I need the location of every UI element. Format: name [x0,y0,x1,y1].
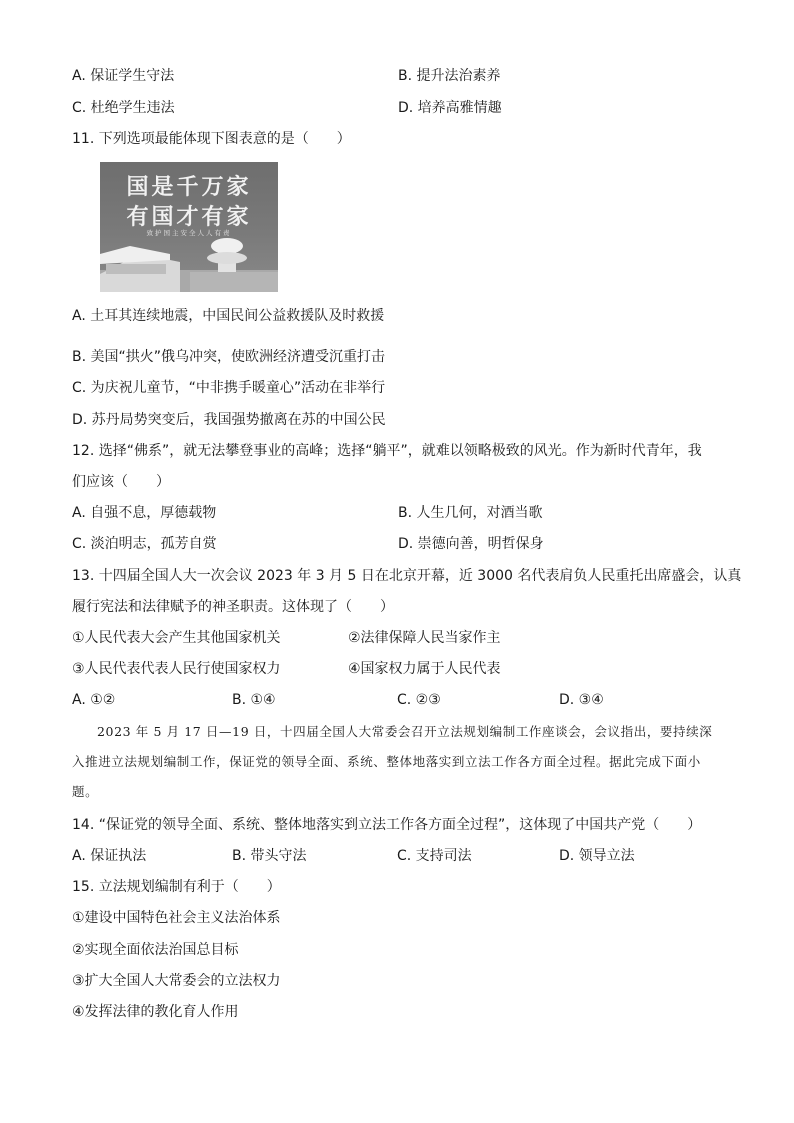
q15-statement-2: ②实现全面依法治国总目标 [72,942,239,958]
q13-option-b: B. ①④ [232,692,276,708]
q14-option-b: B. 带头守法 [232,848,307,864]
q12-option-a: A. 自强不息，厚德载物 [72,505,217,521]
q13-statement-3: ③人民代表代表人民行使国家权力 [72,661,281,677]
q11-option-b: B. 美国“拱火”俄乌冲突，使欧洲经济遭受沉重打击 [72,349,386,365]
poster-line-1: 国是千万家 [126,174,252,200]
q12-option-b: B. 人生几何，对酒当歌 [398,505,543,521]
q12-option-c: C. 淡泊明志，孤芳自赏 [72,536,217,552]
q13-option-c: C. ②③ [397,692,441,708]
q12-stem-line-1: 12. 选择“佛系”，就无法攀登事业的高峰；选择“躺平”，就难以领略极致的风光。作为新时代青年，我 [72,443,702,459]
q13-statement-2: ②法律保障人民当家作主 [348,630,501,646]
q13-statement-4: ④国家权力属于人民代表 [348,661,501,677]
q12-stem-line-2: 们应该（ ） [72,474,170,490]
q11-option-c: C. 为庆祝儿童节，“中非携手暖童心”活动在非举行 [72,380,386,396]
q14-option-d: D. 领导立法 [559,848,635,864]
q15-statement-4: ④发挥法律的教化育人作用 [72,1004,239,1020]
q10-option-d: D. 培养高雅情趣 [398,100,502,116]
q13-statement-1: ①人民代表大会产生其他国家机关 [72,630,281,646]
q13-stem-line-2: 履行宪法和法律赋予的神圣职责。这体现了（ ） [72,599,394,615]
poster-line-2: 有国才有家 [126,204,252,230]
q15-stem: 15. 立法规划编制有利于（ ） [72,879,281,895]
q13-option-a: A. ①② [72,692,116,708]
q11-stem: 11. 下列选项最能体现下图表意的是（ ） [72,131,351,147]
q15-statement-1: ①建设中国特色社会主义法治体系 [72,910,281,926]
q11-option-a: A. 土耳其连续地震，中国民间公益救援队及时救援 [72,308,385,324]
poster-line-3: 致护国主安全人人有责 [146,229,232,237]
q14-option-a: A. 保证执法 [72,848,147,864]
q11-option-d: D. 苏丹局势突变后，我国强势撤离在苏的中国公民 [72,412,386,428]
reading-material: 2023 年 5 月 17 日—19 日，十四届全国人大常委会召开立法规划编制工作座谈会，会议指出，要持续深入推进立法规划编制工作，保证党的领导全面、系统、整体地落实到立法工作各方面全过程。据此完成下面小题。 [72,724,713,799]
q14-stem: 14. “保证党的领导全面、系统、整体地落实到立法工作各方面全过程”，这体现了中国共产党（ ） [72,817,702,833]
q10-option-c: C. 杜绝学生违法 [72,100,175,116]
poster-building-illustration [100,162,278,292]
q10-option-b: B. 提升法治素养 [398,68,501,84]
q13-option-d: D. ③④ [559,692,604,708]
q13-stem-line-1: 13. 十四届全国人大一次会议 2023 年 3 月 5 日在北京开幕，近 3000 名代表肩负人民重托出席盛会，认真 [72,568,742,584]
q12-option-d: D. 崇德向善，明哲保身 [398,536,544,552]
q15-statement-3: ③扩大全国人大常委会的立法权力 [72,973,281,989]
q11-poster-image [100,162,278,292]
q14-option-c: C. 支持司法 [397,848,472,864]
q10-option-a: A. 保证学生守法 [72,68,175,84]
